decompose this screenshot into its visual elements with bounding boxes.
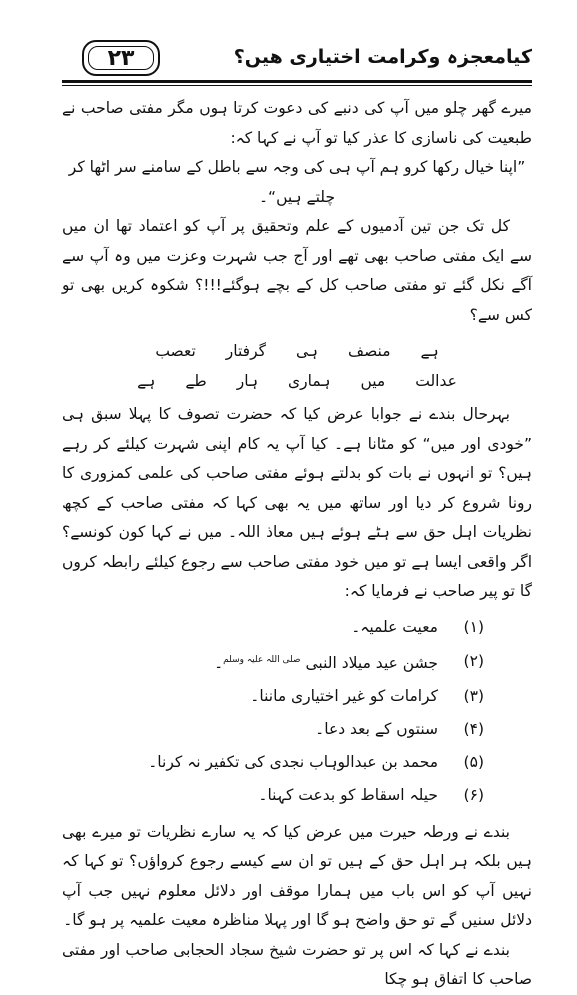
- list-item: [62, 644, 532, 680]
- verse-word: ہار: [236, 372, 259, 390]
- list-item: [62, 779, 532, 812]
- verse-word: ہے: [420, 342, 439, 360]
- verse-word: طے: [185, 372, 207, 390]
- list-suffix: ۔: [214, 653, 224, 672]
- verse-line-2: [62, 366, 532, 396]
- quotation: ”اپنا خیال رکھا کرو ہم آپ ہی کی وجہ سے باطل کے سامنے سر اٹھا کر چلتے ہیں“۔: [68, 158, 526, 206]
- list-text-group: [62, 644, 438, 680]
- list-number: (۶): [463, 785, 484, 804]
- paragraph-4: بندے نے ورطہ حیرت میں عرض کیا کہ یہ سارے نظریات تو میرے بھی ہیں بلکہ ہر اہل حق کے ہیں تو ان سے کیسے رجوع کرواؤں؟ تو کہا کہ نہیں آپ کو اس باب میں ہمارا موقف اور دلائل معلوم نہیں جب آپ دلائل سنیں گے تو حق واضح ہو گا اور پہلا مناظرہ معیت علمیہ پر ہو گا۔: [62, 822, 532, 930]
- paragraph-2: کل تک جن تین آدمیوں کے علم وتحقیق پر آپ کو اعتماد تھا ان میں سے ایک مفتی صاحب بھی تھے اور آج جب شہرت وعزت میں وہ آپ سے آگے نکل گئے تو مفتی صاحب کل کے بچے ہوگئے!!!؟ شکوہ کریں بھی تو کس سے؟: [62, 217, 532, 324]
- header-rule: [62, 80, 532, 83]
- page-number-badge: [82, 40, 160, 76]
- list-text: حیلہ اسقاط کو بدعت کہنا۔: [258, 785, 438, 804]
- verse-word: تعصب: [155, 342, 196, 360]
- verse-word: عدالت: [415, 372, 457, 390]
- paragraph-1: میرے گھر چلو میں آپ کی دنبے کی دعوت کرتا ہوں مگر مفتی صاحب نے طبعیت کی ناسازی کا عذر کیا تو آپ نے کہا کہ:: [62, 99, 532, 147]
- verse-word: گرفتار: [225, 342, 267, 360]
- verse-word: منصف: [348, 342, 391, 360]
- list-number: (۲): [463, 652, 484, 671]
- page-header: [62, 40, 532, 84]
- list-item: [62, 713, 532, 746]
- running-title: کیامعجزہ وکرامت اختیاری ھیں؟: [233, 46, 532, 68]
- list-text: جشن عید میلاد النبی: [305, 653, 438, 672]
- list-item: [62, 611, 532, 644]
- list-number: (۳): [463, 686, 484, 705]
- paragraph-3: بہرحال بندے نے جوابا عرض کیا کہ حضرت تصوف کا پہلا سبق ہی ”خودی اور میں“ کو مٹانا ہے۔ کیا آپ یہ کام اپنی شہرت کیلئے کر رہے ہیں؟ تو انہوں نے بات کو بدلتے ہوئے مفتی صاحب کی علمی کمزوری کا رونا شروع کر دیا اور ساتھ میں یہ بھی کہا کہ مفتی صاحب کے کچھ نظریات اہل حق سے ہٹے ہوئے ہیں معاذ اللہ۔ میں نے کہا کون کونسے؟ اگر واقعی ایسا ہے تو میں خود مفتی صاحب سے رجوع کیلئے رابطہ کروں گا تو پیر صاحب نے فرمایا کہ:: [62, 405, 532, 600]
- honorific-mark: صلی اللہ علیہ وسلم: [223, 654, 301, 665]
- list-text: کرامات کو غیر اختیاری ماننا۔: [250, 686, 438, 705]
- body-text: [62, 94, 532, 995]
- list-item: [62, 680, 532, 713]
- list-item: [62, 746, 532, 779]
- list-number: (۵): [463, 752, 484, 771]
- verse-word: ہے: [137, 372, 156, 390]
- poetry-verse: [62, 336, 532, 396]
- paragraph-5: بندے نے کہا کہ اس پر تو حضرت شیخ سجاد الحجابی صاحب اور مفتی صاحب کا اتفاق ہو چکا: [62, 940, 532, 989]
- numbered-list: [62, 611, 532, 812]
- verse-word: ہی: [296, 342, 319, 360]
- list-text: محمد بن عبدالوہاب نجدی کی تکفیر نہ کرنا۔: [148, 752, 438, 771]
- verse-line-1: [62, 336, 532, 366]
- header-rule-thin: [62, 85, 532, 86]
- page-number: ۲۳: [107, 45, 135, 71]
- verse-word: میں: [360, 372, 386, 390]
- list-text: معیت علمیہ۔: [351, 617, 438, 636]
- list-number: (۱): [463, 617, 484, 636]
- list-number: (۴): [463, 719, 484, 738]
- list-text: سنتوں کے بعد دعا۔: [315, 719, 438, 738]
- verse-word: ہماری: [288, 372, 331, 390]
